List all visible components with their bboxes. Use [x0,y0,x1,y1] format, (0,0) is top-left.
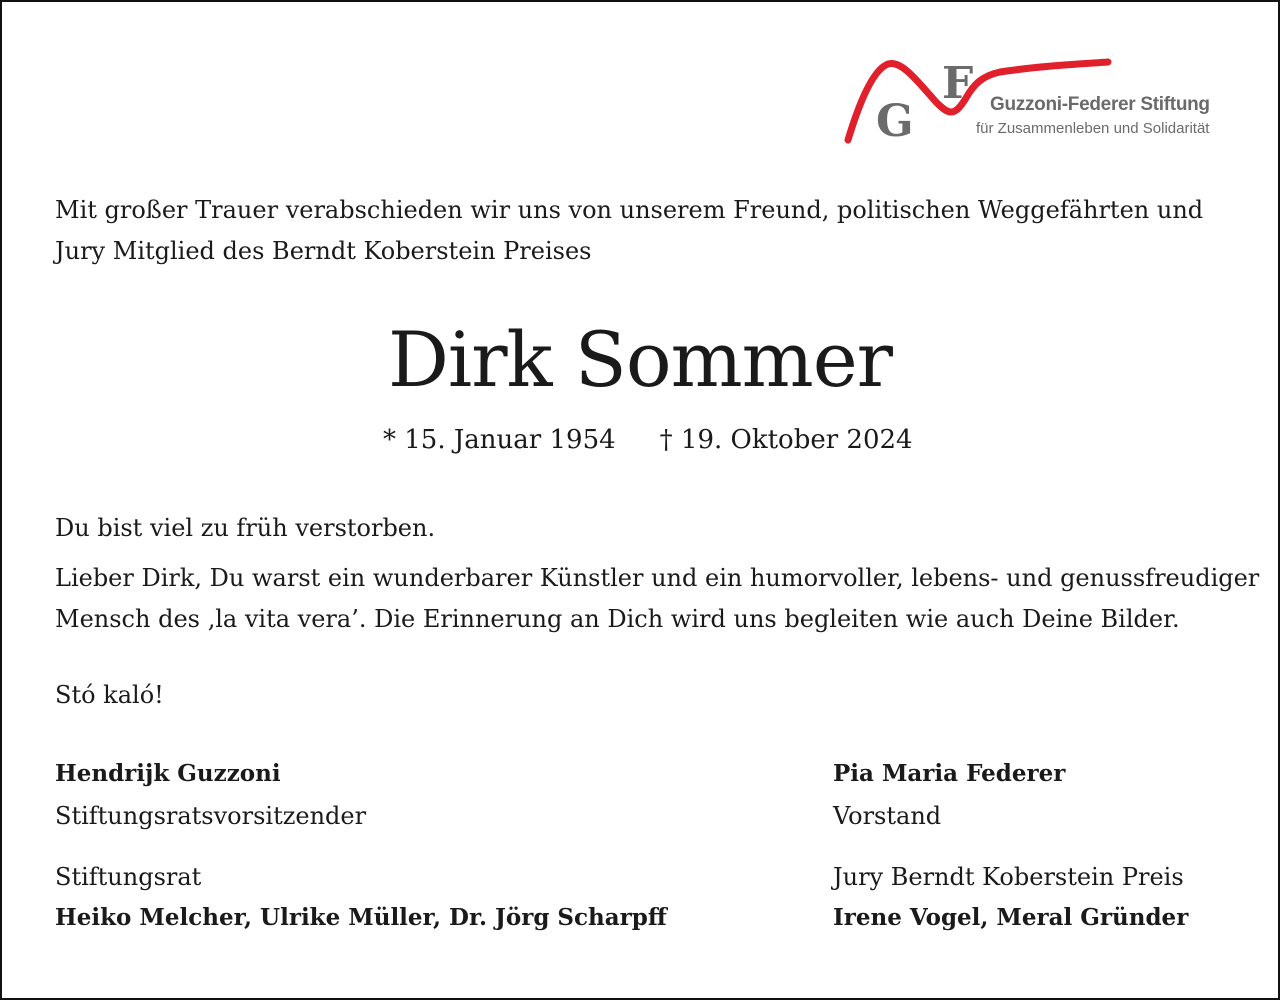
intro-line-2: Jury Mitglied des Berndt Koberstein Preises [55,237,592,265]
group-label-left: Stiftungsrat [55,863,202,891]
signer-role-right: Vorstand [833,802,942,830]
intro-text [55,190,1203,272]
group-label-right: Jury Berndt Koberstein Preis [833,863,1184,891]
message-line-1: Du bist viel zu früh verstorben. [55,514,436,542]
logo-initial-g: G [876,96,914,147]
message-paragraph [55,558,1259,640]
deceased-name: Dirk Sommer [387,315,893,404]
birth-date: * 15. Januar 1954 [383,425,616,455]
group-members-right: Irene Vogel, Meral Gründer [833,904,1189,931]
message-line-2: Lieber Dirk, Du warst ein wunderbarer Künstler und ein humorvoller, lebens- und genussfreudiger [55,564,1260,592]
signer-role-left: Stiftungsratsvorsitzender [55,802,367,830]
signer-name-right: Pia Maria Federer [833,760,1066,787]
message-line-3: Mensch des ‚la vita vera’. Die Erinnerung an Dich wird uns begleiten wie auch Deine Bilder. [55,605,1180,633]
logo-initial-f: F [942,58,974,109]
farewell: Stó kaló! [55,681,164,709]
foundation-logo [840,52,1230,148]
signer-name-left: Hendrijk Guzzoni [55,760,281,787]
death-date: † 19. Oktober 2024 [659,425,913,455]
life-dates [383,420,913,460]
intro-line-1: Mit großer Trauer verabschieden wir uns von unserem Freund, politischen Weggefährten und [55,196,1204,224]
logo-name: Guzzoni-Federer Stiftung [990,94,1210,115]
logo-tagline: für Zusammenleben und Solidarität [976,120,1210,137]
group-members-left: Heiko Melcher, Ulrike Müller, Dr. Jörg Scharpff [55,904,667,931]
